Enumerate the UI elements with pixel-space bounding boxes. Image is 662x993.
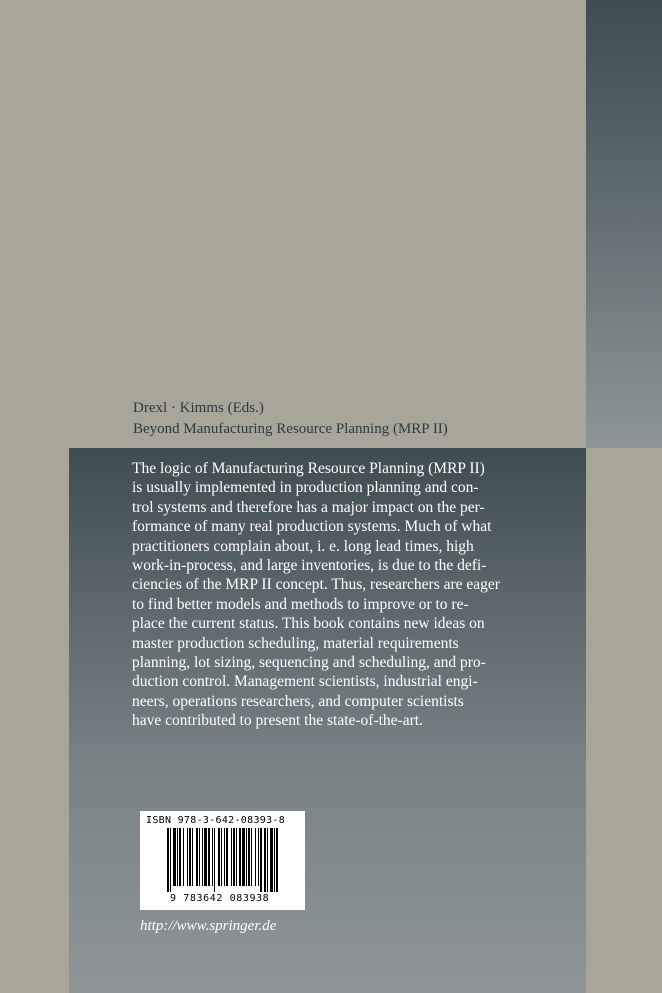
right-edge-stripe-dark (586, 0, 662, 448)
blurb-line: to find better models and methods to improve or to re- (132, 595, 469, 613)
blurb-line: is usually implemented in production planning and con- (132, 479, 479, 497)
blurb-line: have contributed to present the state-of-the-art. (132, 712, 423, 730)
blurb-line: trol systems and therefore has a major impact on the per- (132, 498, 485, 516)
isbn-label: ISBN 978-3-642-08393-8 (146, 815, 286, 826)
blurb-line: practitioners complain about, i. e. long lead times, high (132, 537, 474, 555)
blurb-line: work-in-process, and large inventories, is due to the defi- (132, 557, 487, 575)
right-edge-stripe-light (586, 448, 662, 993)
publisher-url[interactable]: http://www.springer.de (140, 918, 277, 934)
editors-line: Drexl · Kimms (Eds.) (133, 400, 264, 416)
blurb-line: planning, lot sizing, sequencing and scheduling, and pro- (132, 654, 486, 672)
blurb-line: neers, operations researchers, and computer scientists (132, 692, 464, 710)
blurb-line: The logic of Manufacturing Resource Planning (MRP II) (132, 460, 485, 477)
blurb-line: formance of many real production systems. Much of what (132, 518, 492, 536)
barcode-icon (167, 828, 279, 892)
blurb-line: ciencies of the MRP II concept. Thus, researchers are eager (132, 576, 500, 594)
blurb-line: master production scheduling, material requirements (132, 634, 459, 652)
isbn-barcode-box (140, 811, 305, 910)
blurb-line: duction control. Management scientists, industrial engi- (132, 673, 478, 691)
blurb-text (132, 459, 512, 731)
barcode-digits: 9 783642 083938 (170, 893, 270, 904)
blurb-line: place the current status. This book contains new ideas on (132, 615, 485, 633)
book-title: Beyond Manufacturing Resource Planning (MRP II) (133, 421, 448, 437)
